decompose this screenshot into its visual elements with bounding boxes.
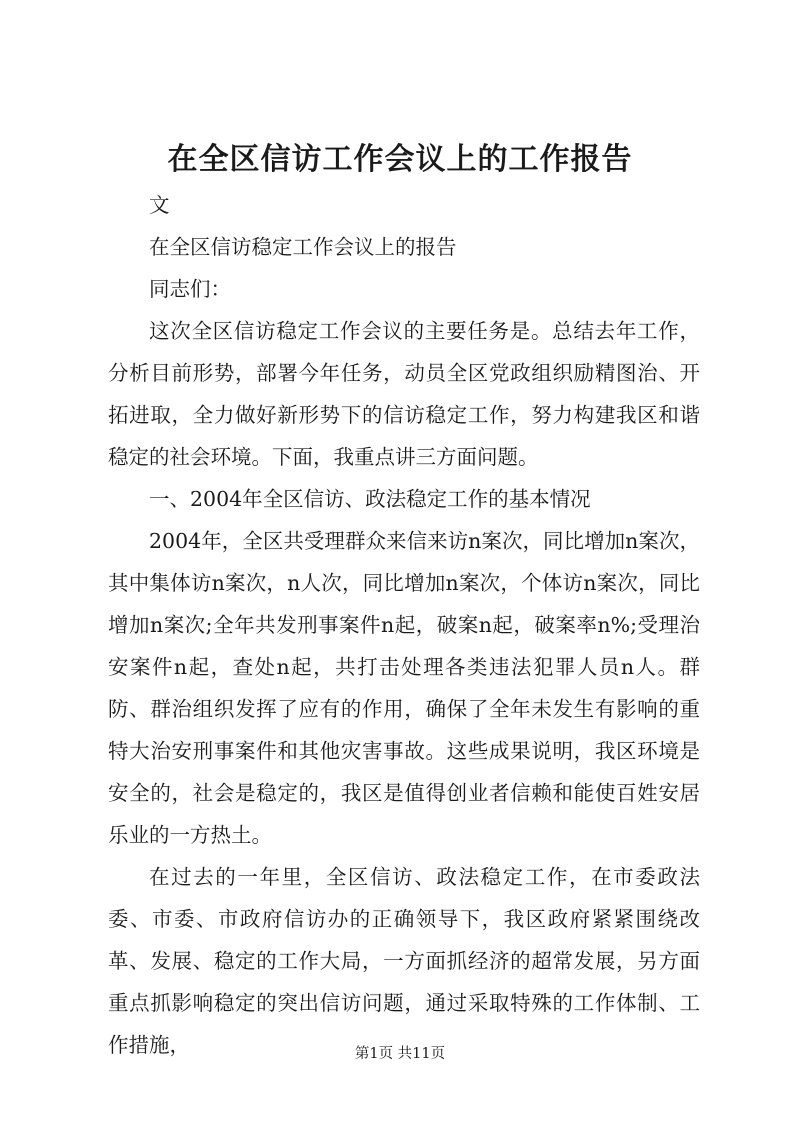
paragraph-subtitle: 在全区信访稳定工作会议上的报告 bbox=[149, 235, 457, 259]
paragraph-review: 在过去的一年里，全区信访、政法稳定工作，在市委政法委、市委、市政府信访办的正确领导下，我区政府紧紧围绕改革、发展、稳定的工作大局，一方面抓经济的超常发展，另方面重点抓影响稳定的突出信访问题，通过采取特殊的工作体制、工作措施， bbox=[108, 865, 700, 1057]
page-number-footer bbox=[0, 1044, 800, 1064]
document-body bbox=[108, 184, 700, 1066]
paragraph-statistics: 2004年，全区共受理群众来信来访n案次，同比增加n案次，其中集体访n案次，n人次，同比增加n案次，个体访n案次，同比增加n案次;全年共发刑事案件n起，破案n起，破案率n%;受理治安案件n起，查处n起，共打击处理各类违法犯罪人员n人。群防、群治组织发挥了应有的作用，确保了全年未发生有影响的重特大治安刑事案件和其他灾害事故。这些成果说明，我区环境是安全的，社会是稳定的，我区是值得创业者信赖和能使百姓安居乐业的一方热土。 bbox=[108, 529, 700, 847]
paragraph-intro: 这次全区信访稳定工作会议的主要任务是。总结去年工作，分析目前形势，部署今年任务，动员全区党政组织励精图治、开拓进取，全力做好新形势下的信访稳定工作，努力构建我区和谐稳定的社会环境。下面，我重点讲三方面问题。 bbox=[108, 319, 700, 469]
document-title: 在全区信访工作会议上的工作报告 bbox=[167, 142, 633, 177]
page-number-label: 第1页 共11页 bbox=[354, 1046, 446, 1062]
section-heading: 一、2004年全区信访、政法稳定工作的基本情况 bbox=[149, 487, 591, 511]
paragraph-author: 文 bbox=[149, 193, 170, 217]
paragraph-salutation: 同志们： bbox=[149, 277, 231, 301]
